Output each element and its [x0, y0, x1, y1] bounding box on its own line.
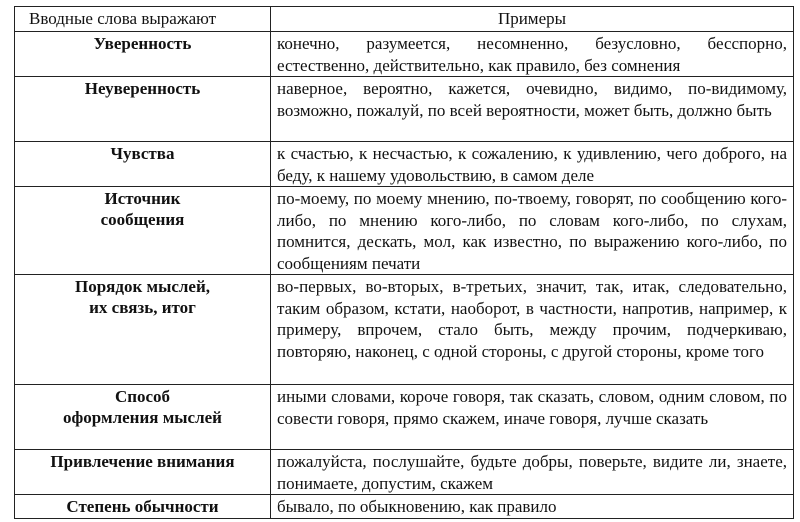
category-label: Неуверенность — [84, 79, 201, 98]
category-cell — [15, 450, 271, 495]
examples-cell: конечно, разумеется, несомненно, безусловно, бесспорно, естественно, действительно, как правило, без сомнения — [271, 32, 794, 77]
table-row — [15, 77, 794, 142]
category-label-line: их связь, итог — [89, 298, 196, 317]
category-label-line: Порядок мыслей, — [74, 277, 211, 296]
category-label: Уверенность — [93, 34, 192, 53]
category-cell — [15, 77, 271, 142]
category-cell — [15, 275, 271, 385]
column-header-category: Вводные слова выражают — [15, 7, 271, 32]
category-cell — [15, 385, 271, 450]
category-cell — [15, 495, 271, 519]
category-label-line: Источник — [104, 189, 181, 208]
examples-cell: бывало, по обыкновению, как правило — [271, 495, 794, 519]
intro-words-table — [14, 6, 794, 519]
category-label-line: оформления мыслей — [63, 408, 222, 427]
table-row — [15, 187, 794, 275]
category-label-line: сообщения — [100, 210, 185, 229]
category-label: Привлечение внимания — [50, 452, 235, 471]
table-row — [15, 495, 794, 519]
examples-cell: к счастью, к несчастью, к сожалению, к удивлению, чего доброго, на беду, к нашему удовольствию, в самом деле — [271, 142, 794, 187]
category-cell — [15, 142, 271, 187]
category-cell — [15, 32, 271, 77]
table-row — [15, 385, 794, 450]
examples-cell: во-первых, во-вторых, в-третьих, значит, так, итак, следовательно, таким образом, кстати, наоборот, в частности, напротив, например, к примеру, впрочем, стало быть, между прочим, подчеркиваю, повторяю, наконец, с одной стороны, с другой стороны, кроме того — [271, 275, 794, 385]
category-label: Степень обычности — [66, 497, 219, 516]
examples-cell: наверное, вероятно, кажется, очевидно, видимо, по-видимому, возможно, пожалуй, по всей вероятности, может быть, должно быть — [271, 77, 794, 142]
table-body — [15, 32, 794, 519]
category-label: Чувства — [110, 144, 175, 163]
examples-cell: по-моему, по моему мнению, по-твоему, говорят, по сообщению кого-либо, по мнению кого-либо, по словам кого-либо, по слухам, помнится, дескать, мол, как известно, по выражению кого-либо, по сообщениям печати — [271, 187, 794, 275]
category-label-line: Способ — [114, 387, 171, 406]
table-header — [15, 7, 794, 32]
column-header-examples: Примеры — [271, 7, 794, 32]
table-row — [15, 32, 794, 77]
table-row — [15, 275, 794, 385]
category-cell — [15, 187, 271, 275]
table-row — [15, 450, 794, 495]
header-row — [15, 7, 794, 32]
examples-cell: иными словами, короче говоря, так сказать, словом, одним словом, по совести говоря, прямо скажем, иначе говоря, лучше сказать — [271, 385, 794, 450]
table-row — [15, 142, 794, 187]
examples-cell: пожалуйста, послушайте, будьте добры, поверьте, видите ли, знаете, понимаете, допустим, скажем — [271, 450, 794, 495]
